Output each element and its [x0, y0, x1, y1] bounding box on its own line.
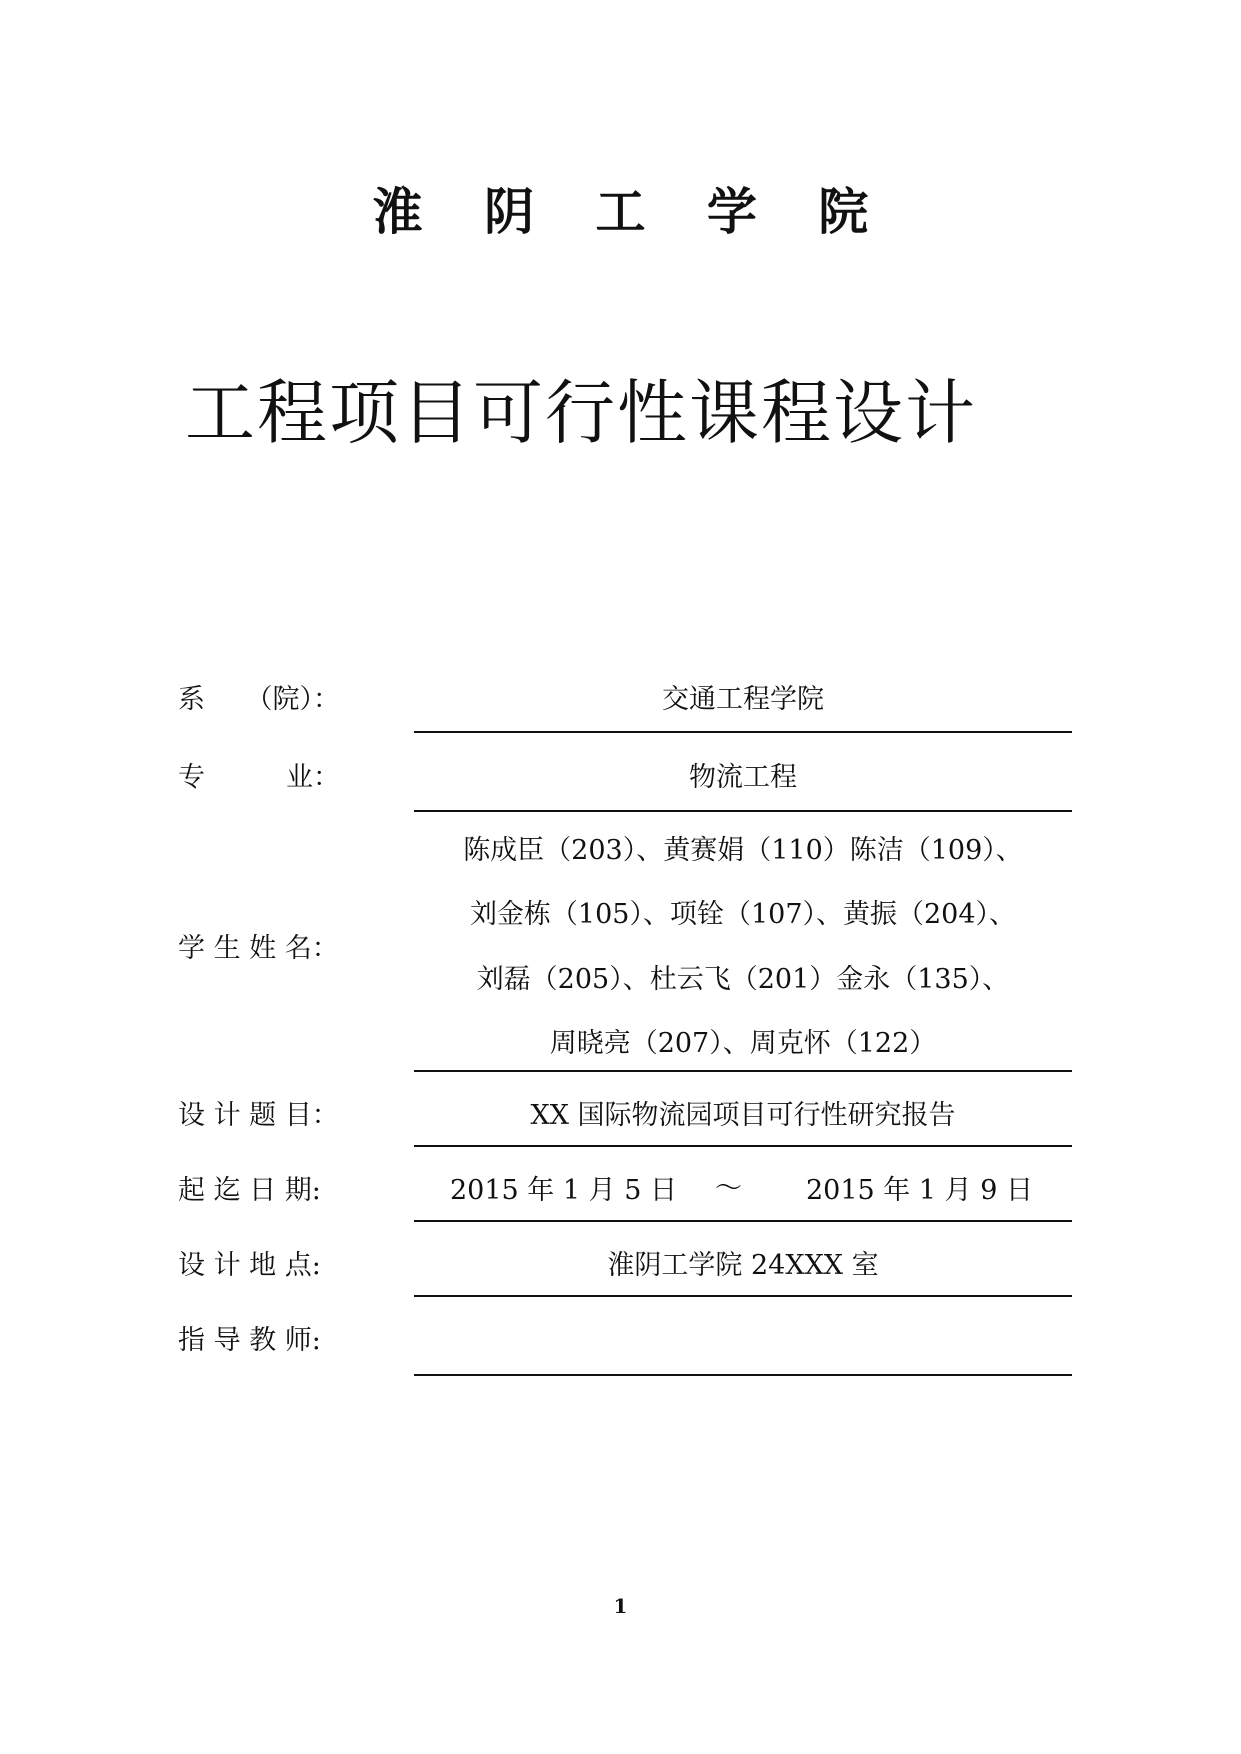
major-label: 专 业： [178, 762, 340, 793]
topic-underline [414, 1145, 1072, 1147]
major-value: 物流工程 [689, 762, 797, 793]
school-name: 淮 阴 工 学 院 [372, 183, 891, 241]
department-value: 交通工程学院 [662, 684, 824, 715]
advisor-underline [414, 1374, 1072, 1376]
dates-underline [414, 1220, 1072, 1222]
date-separator: ～ [715, 1173, 742, 1204]
location-value: 淮阴工学院 24XXX 室 [607, 1250, 879, 1281]
topic-label: 设 计 题 目： [178, 1100, 339, 1131]
topic-value: XX 国际物流园项目可行性研究报告 [530, 1100, 956, 1131]
students-line-3: 刘磊（205）、杜云飞（201）金永（135）、 [476, 964, 1010, 995]
advisor-label: 指 导 教 师: [178, 1325, 321, 1356]
page-number: 1 [613, 1594, 628, 1618]
dates-label: 起 迄 日 期: [178, 1175, 321, 1206]
students-line-2: 刘金栋（105）、项铨（107）、黄振（204）、 [469, 899, 1017, 930]
department-label: 系 （院）： [178, 684, 340, 715]
students-line-1: 陈成臣（203）、黄赛娟（110）陈洁（109）、 [463, 835, 1023, 866]
location-underline [414, 1295, 1072, 1297]
department-underline [414, 731, 1072, 733]
major-underline [414, 810, 1072, 812]
students-line-4: 周晓亮（207）、周克怀（122） [549, 1028, 937, 1059]
course-title: 工程项目可行性课程设计 [185, 372, 977, 454]
students-label: 学 生 姓 名： [178, 933, 339, 964]
end-date: 2015 年 1 月 9 日 [806, 1175, 1033, 1206]
students-underline [414, 1070, 1072, 1072]
start-date: 2015 年 1 月 5 日 [450, 1175, 677, 1206]
location-label: 设 计 地 点: [178, 1250, 321, 1281]
